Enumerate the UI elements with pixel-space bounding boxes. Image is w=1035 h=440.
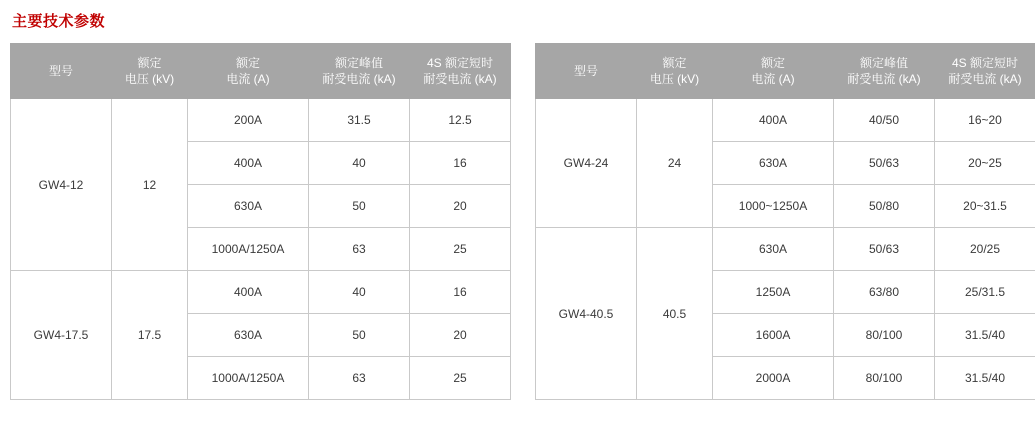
cell-short: 16~20 [935,99,1035,142]
header-voltage [637,44,713,99]
header-short-line1: 4S 额定短时 [426,56,493,70]
table-row [11,99,511,142]
left-table-body [11,99,511,400]
left-table-header [11,44,511,99]
cell-voltage: 12 [112,99,188,271]
cell-peak: 50/80 [834,185,935,228]
cell-peak: 50/63 [834,142,935,185]
header-peak-withstand [309,44,410,99]
header-short-line2: 耐受电流 (kA) [423,72,497,86]
header-current [713,44,834,99]
cell-current: 400A [713,99,834,142]
cell-short: 20/25 [935,228,1035,271]
cell-peak: 63 [309,357,410,400]
cell-short: 25 [410,228,511,271]
header-short-line1: 4S 额定短时 [951,56,1018,70]
cell-short: 16 [410,142,511,185]
cell-short: 25 [410,357,511,400]
cell-short: 20~31.5 [935,185,1035,228]
right-table-body [536,99,1035,400]
cell-peak: 50/63 [834,228,935,271]
header-current [188,44,309,99]
header-voltage-line1: 额定 [662,56,687,70]
cell-peak: 80/100 [834,357,935,400]
header-peak-withstand [834,44,935,99]
header-model-line1: 型号 [573,64,598,78]
header-voltage [112,44,188,99]
header-voltage-line2: 电压 (kV) [124,72,175,86]
header-current-line1: 额定 [235,56,260,70]
header-model [536,44,637,99]
cell-peak: 40 [309,271,410,314]
cell-short: 20 [410,185,511,228]
left-spec-table [10,43,511,400]
cell-peak: 40 [309,142,410,185]
right-table-header [536,44,1035,99]
cell-short: 31.5/40 [935,314,1035,357]
header-current-line2: 电流 (A) [751,72,795,86]
cell-model: GW4-24 [536,99,637,228]
header-peak-line1: 额定峰值 [334,56,383,70]
cell-voltage: 24 [637,99,713,228]
table-row [11,271,511,314]
cell-peak: 40/50 [834,99,935,142]
header-short-time-withstand [410,44,511,99]
header-voltage-line1: 额定 [137,56,162,70]
header-model-line1: 型号 [48,64,73,78]
cell-peak: 80/100 [834,314,935,357]
cell-current: 1250A [713,271,834,314]
cell-current: 630A [713,228,834,271]
header-model [11,44,112,99]
header-current-line2: 电流 (A) [226,72,270,86]
cell-peak: 31.5 [309,99,410,142]
header-current-line1: 额定 [760,56,785,70]
table-row [536,228,1035,271]
table-header-row [11,44,511,99]
header-peak-line2: 耐受电流 (kA) [847,72,921,86]
cell-peak: 50 [309,314,410,357]
cell-model: GW4-17.5 [11,271,112,400]
header-short-line2: 耐受电流 (kA) [948,72,1022,86]
cell-model: GW4-12 [11,99,112,271]
cell-current: 1000A/1250A [188,357,309,400]
cell-short: 16 [410,271,511,314]
right-spec-table [535,43,1035,400]
cell-voltage: 17.5 [112,271,188,400]
cell-short: 20 [410,314,511,357]
cell-current: 200A [188,99,309,142]
cell-current: 400A [188,142,309,185]
cell-short: 31.5/40 [935,357,1035,400]
cell-short: 25/31.5 [935,271,1035,314]
header-voltage-line2: 电压 (kV) [649,72,700,86]
header-peak-line2: 耐受电流 (kA) [322,72,396,86]
cell-short: 20~25 [935,142,1035,185]
cell-short: 12.5 [410,99,511,142]
cell-current: 400A [188,271,309,314]
cell-current: 1000~1250A [713,185,834,228]
cell-current: 1600A [713,314,834,357]
cell-voltage: 40.5 [637,228,713,400]
cell-current: 630A [713,142,834,185]
cell-model: GW4-40.5 [536,228,637,400]
page-title: 主要技术参数 [12,13,106,30]
cell-peak: 63 [309,228,410,271]
cell-current: 2000A [713,357,834,400]
header-short-time-withstand [935,44,1035,99]
table-row [536,99,1035,142]
cell-peak: 50 [309,185,410,228]
spec-tables-container [10,43,1025,400]
table-header-row [536,44,1035,99]
cell-peak: 63/80 [834,271,935,314]
header-peak-line1: 额定峰值 [859,56,908,70]
cell-current: 630A [188,314,309,357]
cell-current: 1000A/1250A [188,228,309,271]
cell-current: 630A [188,185,309,228]
